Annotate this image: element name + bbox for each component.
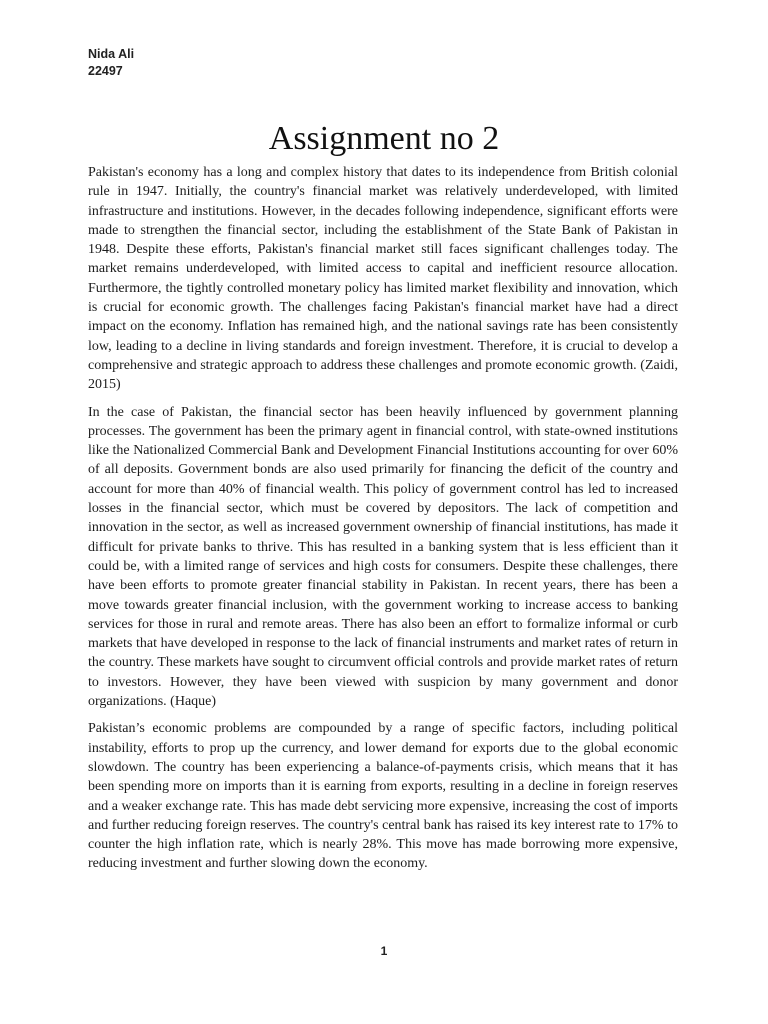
page-number: 1 [380,944,388,958]
author-name: Nida Ali [88,47,135,61]
paragraph: Pakistan's economy has a long and complex history that dates to its independence from British colonial rule in 1947. Initially, the country's financial market was relatively underdeveloped, with limited infrastructure and institutions. However, in the decades following independence, significant efforts were made to strengthen the financial sector, including the establishment of the State Bank of Pakistan in 1948. Despite these efforts, Pakistan's financial market still faces significant challenges today. The market remains underdeveloped, with limited access to capital and inefficient resource allocation. Furthermore, the tightly controlled monetary policy has limited market flexibility and innovation, which is crucial for economic growth. The challenges facing Pakistan's financial market have had a direct impact on the economy. Inflation has remained high, and the national savings rate has been consistently low, leading to a decline in living standards and foreign investment. Therefore, it is crucial to develop a comprehensive and strategic approach to address these challenges and promote economic growth. (Zaidi, 2015) [88,165,678,393]
author-block [88,46,134,80]
body-text [88,163,678,882]
author-id: 22497 [88,64,123,78]
paragraph: In the case of Pakistan, the financial sector has been heavily influenced by government planning processes. The government has been the primary agent in financial control, with state-owned institutions like the Nationalized Commercial Bank and Development Financial Institutions accounting for over 60% of all deposits. Government bonds are also used primarily for financing the deficit of the country and account for more than 40% of financial wealth. This policy of government control has led to increased losses in the financial sector, which must be covered by depositors. The lack of competition and innovation in the sector, as well as increased government ownership of financial institutions, has made it difficult for private banks to thrive. This has resulted in a banking system that is less efficient than it could be, with a limited range of services and high costs for consumers. Despite these challenges, there have been efforts to promote greater financial stability in Pakistan. In recent years, there has been a move towards greater financial inclusion, with the government working to increase access to banking services for those in rural and remote areas. There has also been an effort to formalize informal or curb markets that have developed in response to the lack of financial instruments and market rates of return in the country. These markets have sought to circumvent official controls and provide market rates of return to investors. However, they have been viewed with suspicion by many government and donor organizations. (Haque) [88,404,678,710]
document-title: Assignment no 2 [268,119,500,157]
paragraph: Pakistan’s economic problems are compounded by a range of specific factors, including political instability, efforts to prop up the currency, and lower demand for exports due to the global economic slowdown. The country has been experiencing a balance-of-payments crisis, which means that it has been spending more on imports than it is earning from exports, resulting in a decline in foreign reserves and a weaker exchange rate. This has made debt servicing more expensive, increasing the cost of imports and further reducing foreign reserves. The country's central bank has raised its key interest rate to 17% to counter the high inflation rate, which is nearly 28%. This move has made borrowing more expensive, reducing investment and further slowing down the economy. [88,721,678,872]
